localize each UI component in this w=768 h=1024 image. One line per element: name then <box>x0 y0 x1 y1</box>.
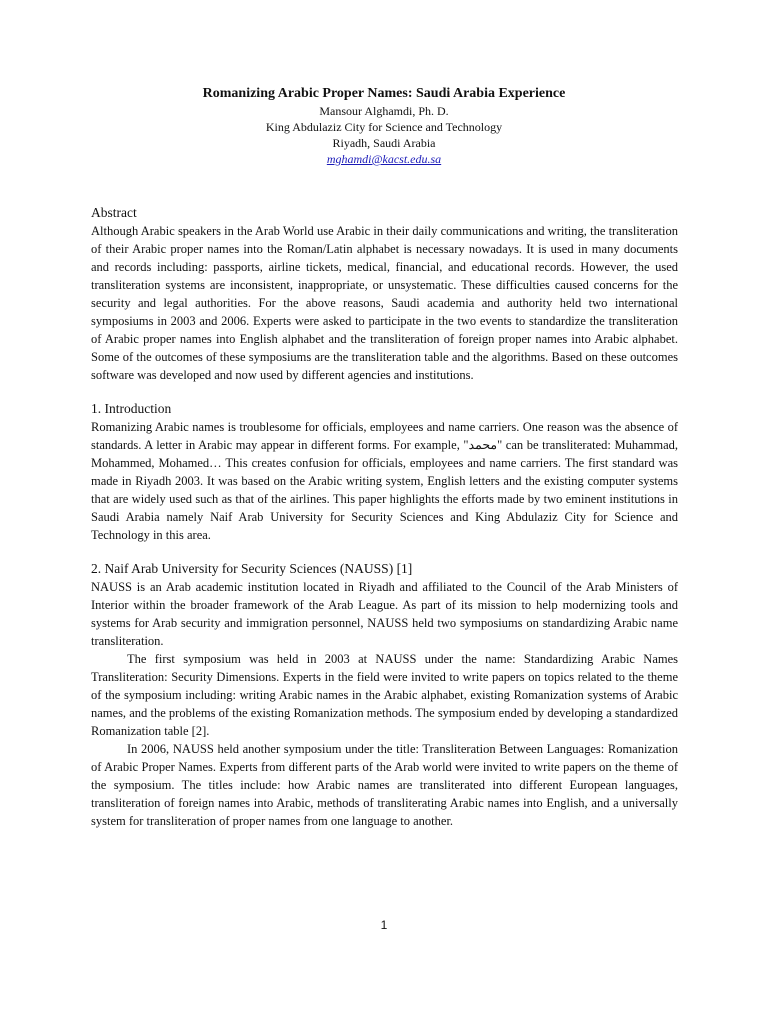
introduction-heading: 1. Introduction <box>91 401 172 416</box>
abstract-heading: Abstract <box>91 205 137 220</box>
page-number: 1 <box>380 918 388 932</box>
author-email-link[interactable]: mghamdi@kacst.edu.sa <box>326 152 442 166</box>
paper-header <box>0 85 768 167</box>
author-affiliation: King Abdulaziz City for Science and Technology <box>265 120 503 134</box>
section2-paragraph-1: NAUSS is an Arab academic institution located in Riyadh and affiliated to the Council of the Arab Ministers of Interior within the broader framework of the Arab League. As part of its mission to help modernizing tools and systems for Arab security and immigration personnel, NAUSS held two symposiums on standardizing Arabic name transliteration. <box>91 580 678 648</box>
author-name: Mansour Alghamdi, Ph. D. <box>319 104 449 118</box>
section2-heading: 2. Naif Arab University for Security Sciences (NAUSS) [1] <box>91 561 413 576</box>
email-line <box>0 151 768 167</box>
section-spacer <box>91 384 678 400</box>
section2-paragraph-2: The first symposium was held in 2003 at NAUSS under the name: Standardizing Arabic Names Transliteration: Security Dimensions. Experts in the field were invited to write papers on topics related to the theme of the symposium including: writing Arabic names in the Arabic alphabet, existing Romanization systems of Arabic names, and the problems of the existing Romanization methods. The symposium ended by developing a standardized Romanization table [2]. <box>91 652 678 738</box>
author-location: Riyadh, Saudi Arabia <box>332 136 436 150</box>
section2-paragraph-3: In 2006, NAUSS held another symposium under the title: Transliteration Between Languages: Romanization of Arabic Proper Names. Experts from different parts of the Arab world were invited to write papers on the theme of the symposium. The titles include: how Arabic names are transliterated into different European languages, transliteration of foreign names into Arabic, methods of transliterating Arabic names into English, and a universally system for transliteration of proper names from one language to another. <box>91 742 678 828</box>
paper-title: Romanizing Arabic Proper Names: Saudi Arabia Experience <box>202 86 566 101</box>
abstract-text: Although Arabic speakers in the Arab World use Arabic in their daily communications and writing, the transliteration of their Arabic proper names into the Roman/Latin alphabet is necessary nowadays. It is used in many documents and records including: passports, airline tickets, medical, financial, and educational records. However, the used transliteration systems are inconsistent, inappropriate, or unsystematic. These difficulties caused concerns for the security and legal authorities. For the above reasons, Saudi academia and authority held two international symposiums in 2003 and 2006. Experts were asked to participate in the two events to standardize the transliteration of Arabic proper names into English alphabet and the transliteration of foreign proper names into Arabic alphabet. Some of the outcomes of these symposiums are the transliteration table and the algorithms. Based on these outcomes software was developed and now used by different agencies and institutions. <box>91 224 678 382</box>
introduction-text: Romanizing Arabic names is troublesome for officials, employees and name carriers. One reason was the absence of standards. A letter in Arabic may appear in different forms. For example, "محمد" can be transliterated: Muhammad, Mohammed, Mohamed… This creates confusion for officials, employees and name carriers. The first standard was made in Riyadh 2003. It was based on the Arabic writing system, English letters and the existing computer systems that are widely used such as that of the airlines. This paper highlights the efforts made by two eminent institutions in Saudi Arabia namely Naif Arab University for Security Sciences and King Abdulaziz City for Science and Technology in this area. <box>91 420 679 542</box>
section-spacer <box>91 544 678 560</box>
paper-body <box>91 204 678 830</box>
